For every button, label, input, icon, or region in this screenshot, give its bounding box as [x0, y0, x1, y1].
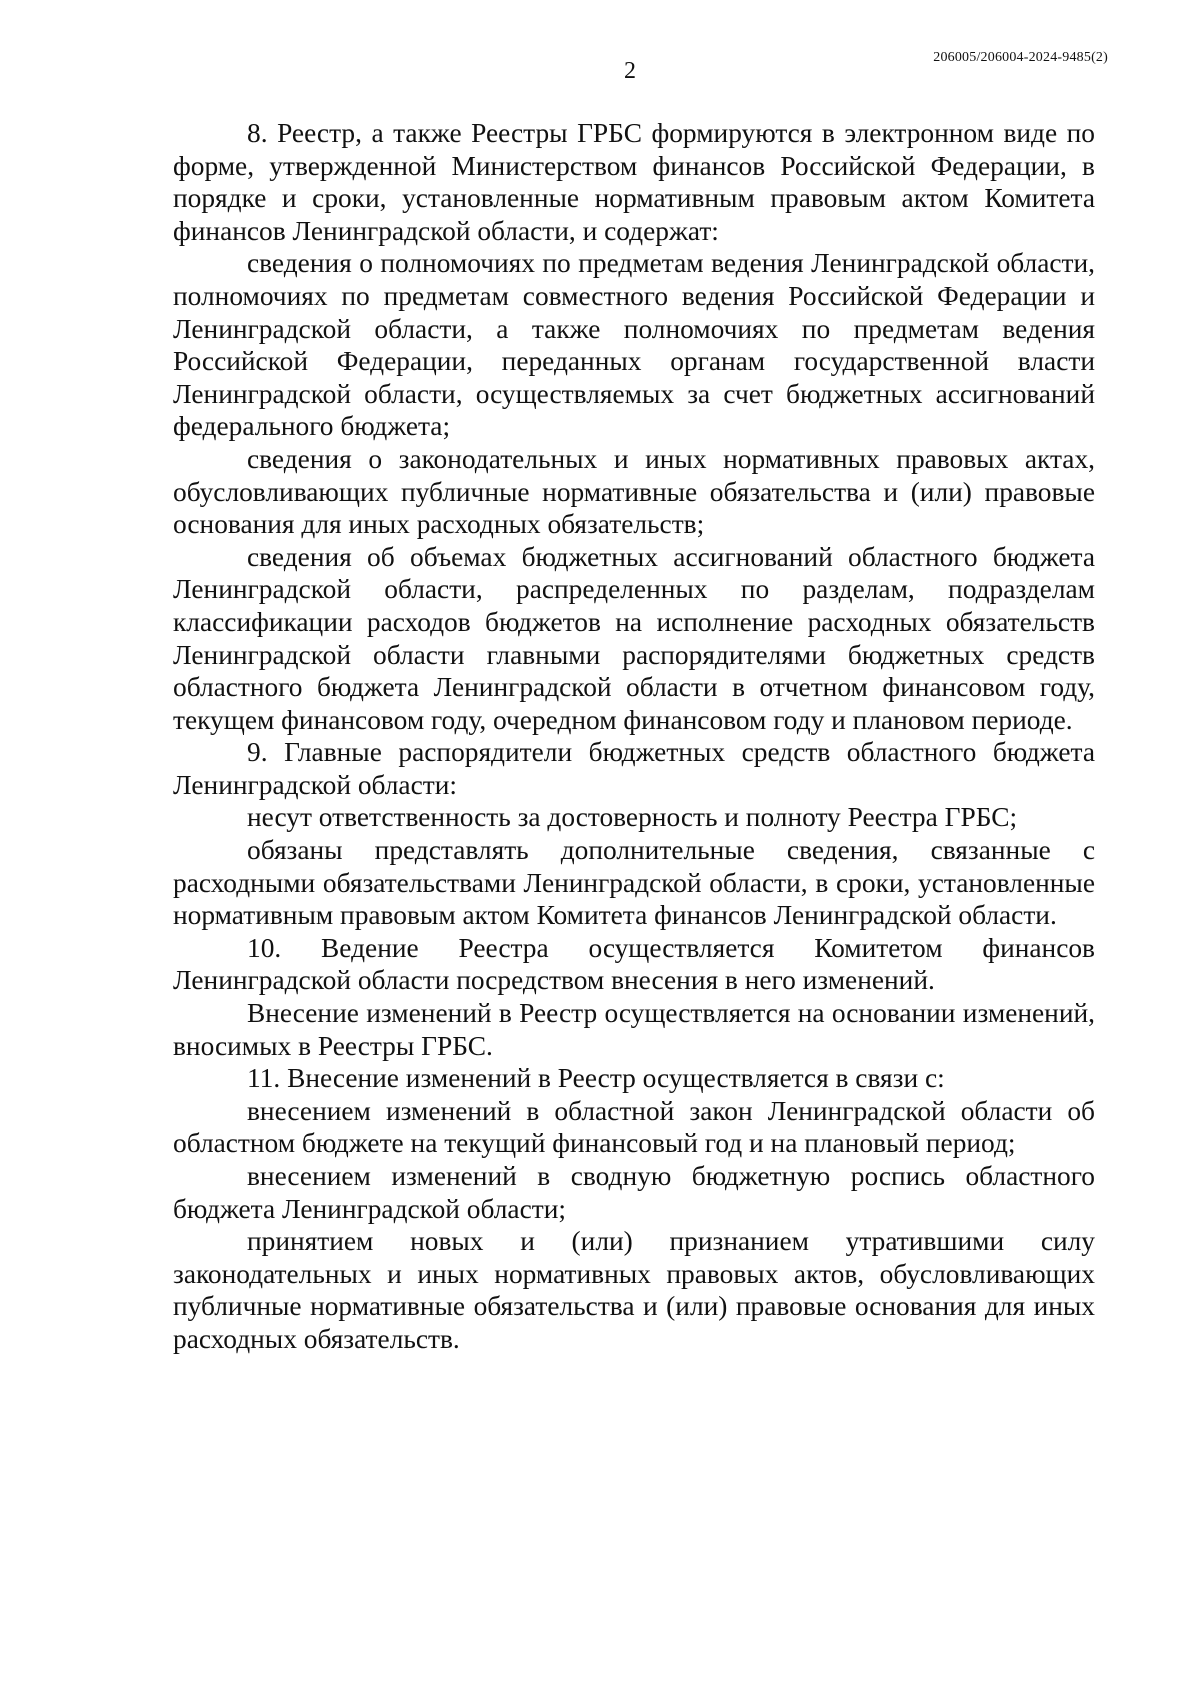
paragraph-11-intro: 11. Внесение изменений в Реестр осуществляется в связи с:	[247, 1063, 945, 1094]
paragraph-10-maintenance: 10. Ведение Реестра осуществляется Комитетом финансов Ленинградской области посредством внесения в него изменений.	[173, 932, 1095, 996]
paragraph-11-budget-law: внесением изменений в областной закон Ленинградской области об областном бюджете на текущий финансовый год и на плановый период;	[173, 1095, 1095, 1159]
paragraph-9-intro: 9. Главные распорядители бюджетных средств областного бюджета Ленинградской области:	[173, 737, 1095, 800]
paragraph-11-legal-acts: принятием новых и (или) признанием утратившими силу законодательных и иных нормативных правовых актов, обусловливающих публичные нормативные обязательства и (или) правовые основания для иных расходных обязательств.	[173, 1226, 1095, 1354]
paragraph-8-intro: 8. Реестр, а также Реестры ГРБС формируются в электронном виде по форме, утвержденной Министерством финансов Российской Федерации, в порядке и сроки, установленные нормативным правовым актом Комитета финансов Ленинградской области, и содержат:	[173, 118, 1095, 246]
paragraph-8-allocations: сведения об объемах бюджетных ассигнований областного бюджета Ленинградской области, распределенных по разделам, подразделам классификации расходов бюджетов на исполнение расходных обязательств Ленинградской области главными распорядителями бюджетных средств областного бюджета Ленинградской области в отчетном финансовом году, текущем финансовом году, очередном финансовом году и плановом периоде.	[173, 541, 1095, 735]
paragraph-10-changes: Внесение изменений в Реестр осуществляется на основании изменений, вносимых в Реестры ГРБС.	[173, 998, 1095, 1061]
document-body	[173, 117, 1095, 1356]
paragraph-8-legal-acts: сведения о законодательных и иных нормативных правовых актах, обусловливающих публичные нормативные обязательства и (или) правовые основания для иных расходных обязательств;	[173, 443, 1095, 540]
document-registration-number: 206005/206004-2024-9485(2)	[933, 50, 1108, 65]
paragraph-9-responsibility: несут ответственность за достоверность и полноту Реестра ГРБС;	[247, 802, 1018, 833]
page-number: 2	[624, 58, 636, 84]
paragraph-11-budget-schedule: внесением изменений в сводную бюджетную роспись областного бюджета Ленинградской области;	[173, 1161, 1095, 1224]
paragraph-8-powers: сведения о полномочиях по предметам ведения Ленинградской области, полномочиях по предметам совместного ведения Российской Федерации и Ленинградской области, а также полномочиях по предметам ведения Российской Федерации, переданных органам государственной власти Ленинградской области, осуществляемых за счет бюджетных ассигнований федерального бюджета;	[173, 248, 1095, 442]
paragraph-9-obligation: обязаны представлять дополнительные сведения, связанные с расходными обязательствами Ленинградской области, в сроки, установленные нормативным правовым актом Комитета финансов Ленинградской области.	[173, 835, 1095, 931]
